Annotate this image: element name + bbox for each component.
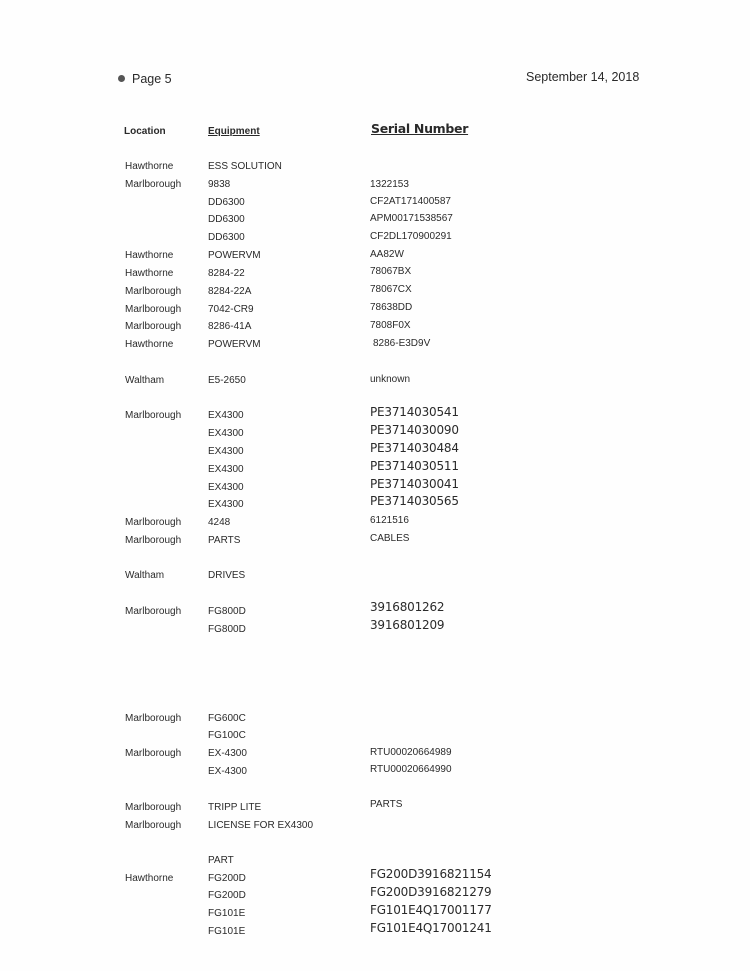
- row-serial-number: 6121516: [370, 515, 409, 526]
- row-equipment: 8284-22: [208, 268, 245, 279]
- row-equipment: EX4300: [208, 446, 244, 457]
- row-equipment: PART: [208, 855, 234, 866]
- row-location: Marlborough: [125, 713, 182, 724]
- row-location: Waltham: [125, 570, 165, 581]
- row-serial-number: FG200D3916821279: [370, 885, 492, 899]
- row-equipment: FG100C: [208, 730, 246, 741]
- row-location: Marlborough: [125, 517, 182, 528]
- row-serial-number: CABLES: [370, 533, 410, 544]
- row-location: Marlborough: [125, 286, 182, 297]
- row-location: Marlborough: [125, 606, 182, 617]
- row-serial-number: 3916801209: [370, 618, 445, 632]
- row-serial-number: FG200D3916821154: [370, 867, 492, 881]
- row-serial-number: PE3714030090: [370, 423, 459, 437]
- row-equipment: POWERVM: [208, 250, 261, 261]
- row-serial-number: PARTS: [370, 799, 403, 810]
- page-label: Page 5: [132, 72, 172, 86]
- row-equipment: ESS SOLUTION: [208, 161, 282, 172]
- row-equipment: FG800D: [208, 624, 246, 635]
- row-equipment: DRIVES: [208, 570, 246, 581]
- row-location: Hawthorne: [125, 161, 174, 172]
- row-equipment: EX-4300: [208, 766, 247, 777]
- row-serial-number: 78067BX: [370, 266, 412, 277]
- row-location: Marlborough: [125, 748, 182, 759]
- row-serial-number: FG101E4Q17001177: [370, 903, 492, 917]
- row-serial-number: 8286-E3D9V: [373, 338, 431, 349]
- row-equipment: PARTS: [208, 535, 241, 546]
- row-equipment: EX4300: [208, 410, 244, 421]
- row-location: Marlborough: [125, 321, 182, 332]
- row-location: Marlborough: [125, 304, 182, 315]
- column-header-equipment: Equipment: [208, 126, 260, 137]
- row-serial-number: FG101E4Q17001241: [370, 921, 492, 935]
- row-equipment: DD6300: [208, 197, 245, 208]
- row-equipment: TRIPP LITE: [208, 802, 262, 813]
- row-equipment: FG800D: [208, 606, 246, 617]
- row-serial-number: PE3714030541: [370, 405, 459, 419]
- row-serial-number: PE3714030484: [370, 441, 459, 455]
- row-equipment: FG600C: [208, 713, 246, 724]
- row-serial-number: PE3714030565: [370, 494, 459, 508]
- row-serial-number: 78067CX: [370, 284, 412, 295]
- row-equipment: LICENSE FOR EX4300: [208, 820, 314, 831]
- column-header-serial-number: Serial Number: [371, 121, 469, 136]
- row-location: Hawthorne: [125, 268, 174, 279]
- row-equipment: FG200D: [208, 873, 246, 884]
- row-equipment: FG101E: [208, 908, 246, 919]
- row-equipment: POWERVM: [208, 339, 261, 350]
- row-equipment: FG200D: [208, 890, 246, 901]
- row-equipment: EX4300: [208, 482, 244, 493]
- document-date: September 14, 2018: [526, 70, 640, 84]
- row-equipment: 7042-CR9: [208, 304, 254, 315]
- row-equipment: 8286-41A: [208, 321, 252, 332]
- row-equipment: 8284-22A: [208, 286, 252, 297]
- row-serial-number: 78638DD: [370, 302, 413, 313]
- row-location: Marlborough: [125, 535, 182, 546]
- row-serial-number: 7808F0X: [370, 320, 411, 331]
- row-serial-number: APM00171538567: [370, 213, 453, 224]
- row-equipment: EX4300: [208, 428, 244, 439]
- row-location: Waltham: [125, 375, 165, 386]
- row-serial-number: CF2AT171400587: [370, 196, 451, 207]
- row-serial-number: RTU00020664989: [370, 747, 452, 758]
- row-serial-number: 3916801262: [370, 600, 445, 614]
- row-serial-number: AA82W: [370, 249, 404, 260]
- row-location: Hawthorne: [125, 339, 174, 350]
- row-serial-number: unknown: [370, 374, 411, 385]
- row-equipment: EX4300: [208, 499, 244, 510]
- column-header-location: Location: [124, 126, 166, 137]
- row-location: Hawthorne: [125, 873, 174, 884]
- row-equipment: 4248: [208, 517, 231, 528]
- row-equipment: E5-2650: [208, 375, 246, 386]
- row-serial-number: RTU00020664990: [370, 764, 452, 775]
- row-equipment: 9838: [208, 179, 231, 190]
- row-location: Hawthorne: [125, 250, 174, 261]
- row-equipment: EX-4300: [208, 748, 247, 759]
- row-location: Marlborough: [125, 410, 182, 421]
- row-location: Marlborough: [125, 820, 182, 831]
- row-serial-number: 1322153: [370, 179, 409, 190]
- row-location: Marlborough: [125, 802, 182, 813]
- row-equipment: EX4300: [208, 464, 244, 475]
- row-serial-number: PE3714030041: [370, 477, 459, 491]
- row-serial-number: PE3714030511: [370, 459, 459, 473]
- row-equipment: FG101E: [208, 926, 246, 937]
- row-serial-number: CF2DL170900291: [370, 231, 452, 242]
- row-location: Marlborough: [125, 179, 182, 190]
- row-equipment: DD6300: [208, 214, 245, 225]
- bullet-icon: [118, 75, 125, 82]
- row-equipment: DD6300: [208, 232, 245, 243]
